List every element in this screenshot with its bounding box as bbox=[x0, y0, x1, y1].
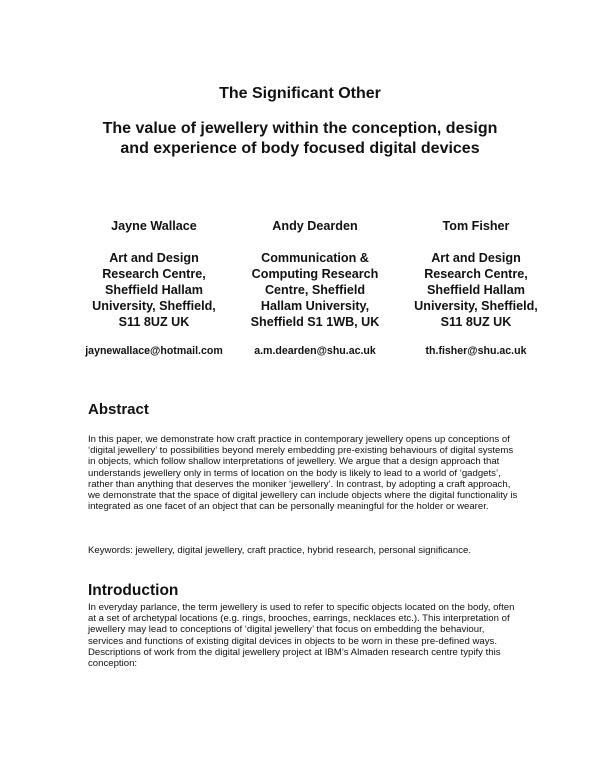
author-name: Jayne Wallace bbox=[111, 219, 197, 233]
author-affiliation: Communication & Computing Research Centre, Sheffield Hallam University, Sheffield S1 1WB, UK bbox=[250, 251, 380, 329]
author-email: jaynewallace@hotmail.com bbox=[85, 345, 223, 357]
paper-title: The Significant Other bbox=[219, 85, 381, 102]
author-name: Andy Dearden bbox=[272, 219, 358, 233]
author-affiliation: Art and Design Research Centre, Sheffield Hallam University, Sheffield, S11 8UZ UK bbox=[414, 251, 538, 329]
paper-subtitle: The value of jewellery within the conception, design and experience of body focused digital devices bbox=[102, 120, 498, 157]
abstract-heading: Abstract bbox=[88, 401, 149, 418]
author-affiliation: Art and Design Research Centre, Sheffield Hallam University, Sheffield, S11 8UZ UK bbox=[92, 251, 216, 329]
author-block-1 bbox=[74, 218, 234, 357]
author-email: th.fisher@shu.ac.uk bbox=[425, 345, 527, 357]
author-name: Tom Fisher bbox=[442, 219, 510, 233]
keywords-text: Keywords: jewellery, digital jewellery, craft practice, hybrid research, personal significance. bbox=[88, 545, 472, 556]
abstract-text: In this paper, we demonstrate how craft practice in contemporary jewellery opens up conceptions of ‘digital jewellery’ to possibilities beyond merely embedding pre-existing behaviours of digital systems in objects, which follow shallow interpretations of jewellery. We argue that a design approach that understands jewellery only in terms of location on the body is likely to lead to a world of ‘gadgets’, rather than anything that deserves the moniker ‘jewellery’. In contrast, by adopting a craft approach, we demonstrate that the space of digital jewellery can include objects where the digital functionality is integrated as one facet of an object that can be personally meaningful for the holder or wearer. bbox=[88, 434, 518, 513]
introduction-heading: Introduction bbox=[88, 582, 179, 599]
introduction-text: In everyday parlance, the term jewellery is used to refer to specific objects located on the body, often at a set of archetypal locations (e.g. rings, brooches, earrings, necklaces etc.). This interpretation of jewellery may lead to conceptions of ‘digital jewellery’ that focus on embedding the behaviour, services and functions of existing digital devices in objects to be worn in these pre-defined ways. Descriptions of work from the digital jewellery project at IBM’s Almaden research centre typify this conception: bbox=[88, 602, 515, 670]
author-block-2 bbox=[235, 218, 395, 357]
author-email: a.m.dearden@shu.ac.uk bbox=[254, 345, 376, 357]
author-block-3 bbox=[396, 218, 556, 357]
